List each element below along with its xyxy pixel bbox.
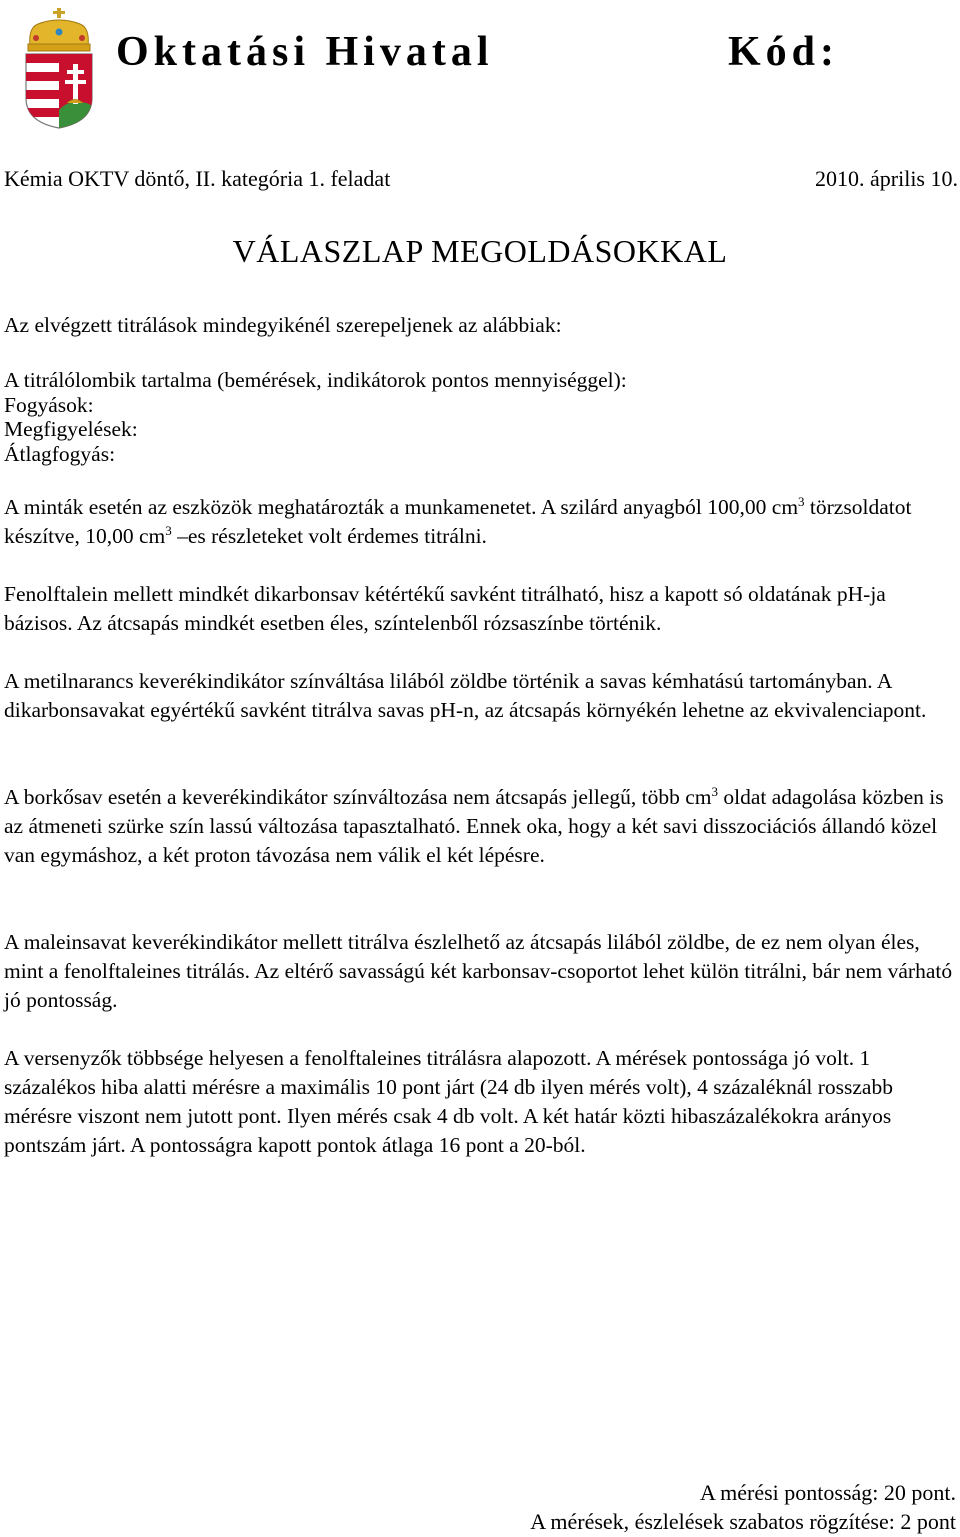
paragraph-scoring: A versenyzők többsége helyesen a fenolftaleines titrálásra alapozott. A mérések pontossága jó volt. 1 százalékos hiba alatti mérésre a maximális 10 pont járt (24 db ilyen mérés volt), 4 százaléknál rosszabb mérésre viszont nem jutott pont. Ilyen mérés csak 4 db volt. A két határ közti hibaszázalékokra arányos pontszám járt. A pontosságra kapott pontok átlaga 16 pont a 20-ból. [4,1046,893,1157]
footer-recording-points: A mérések, észlelések szabatos rögzítése: 2 pont [530,1509,956,1534]
code-label: Kód: [728,29,840,75]
paragraph-phenolphthalein: Fenolftalein mellett mindkét dikarbonsav kétértékű savként titrálható, hisz a kapott só oldatának pH-ja bázisos. Az átcsapás mindkét esetben éles, színtelenből rózsaszínbe történik. [4,582,886,635]
list-item: Fogyások: [4,392,94,417]
list-item: Megfigyelések: [4,417,138,441]
intro-text: Az elvégzett titrálások mindegyikénél szerepeljenek az alábbiak: [4,313,562,337]
list-item: Átlagfogyás: [4,441,116,466]
paragraph-samples: A minták esetén az eszközök meghatározták a munkamenetet. A szilárd anyagból 100,00 $cm^3$ törzsoldatot készítve, 10,00 $cm^3$ –es részleteket volt érdemes titrálni. [4,494,912,548]
list-item: A titrálólombik tartalma (bemérések, indikátorok pontos mennyiséggel): [4,368,627,392]
paragraph-tartaric-acid: A borkősav esetén a keverékindikátor színváltozása nem átcsapás jellegű, több $cm^3$ oldat adagolása közben is az átmeneti szürke szín lassú változása tapasztalható. Ennek oka, hogy a két savi disszociációs állandó közel van egymáshoz, a két proton távozása nem válik el két lépésre. [4,784,944,867]
hungarian-coat-of-arms-icon [22,6,96,130]
footer-accuracy-points: A mérési pontosság: 20 pont. [699,1480,956,1505]
paragraph-methyl-orange: A metilnarancs keverékindikátor színváltása lilából zöldbe történik a savas kémhatású tartományban. A dikarbonsavakat egyértékű savként titrálva savas pH-n, az átcsapás környékén lehetne az ekvivalenciapont. [4,669,927,722]
paragraph-maleic-acid: A maleinsavat keverékindikátor mellett titrálva észlelhető az átcsapás lilából zöldbe, de ez nem olyan éles, mint a fenolftaleines titrálás. Az eltérő savasságú két karbonsav-csoportot lehet külön titrálni, bár nem várható jó pontosság. [4,930,953,1012]
exam-date: 2010. április 10. [815,166,958,191]
organization-title: Oktatási Hivatal [116,29,494,75]
subject-line: Kémia OKTV döntő, II. kategória 1. feladat [4,166,391,191]
page-title: VÁLASZLAP MEGOLDÁSOKKAL [232,233,728,269]
requirements-list [4,368,954,466]
